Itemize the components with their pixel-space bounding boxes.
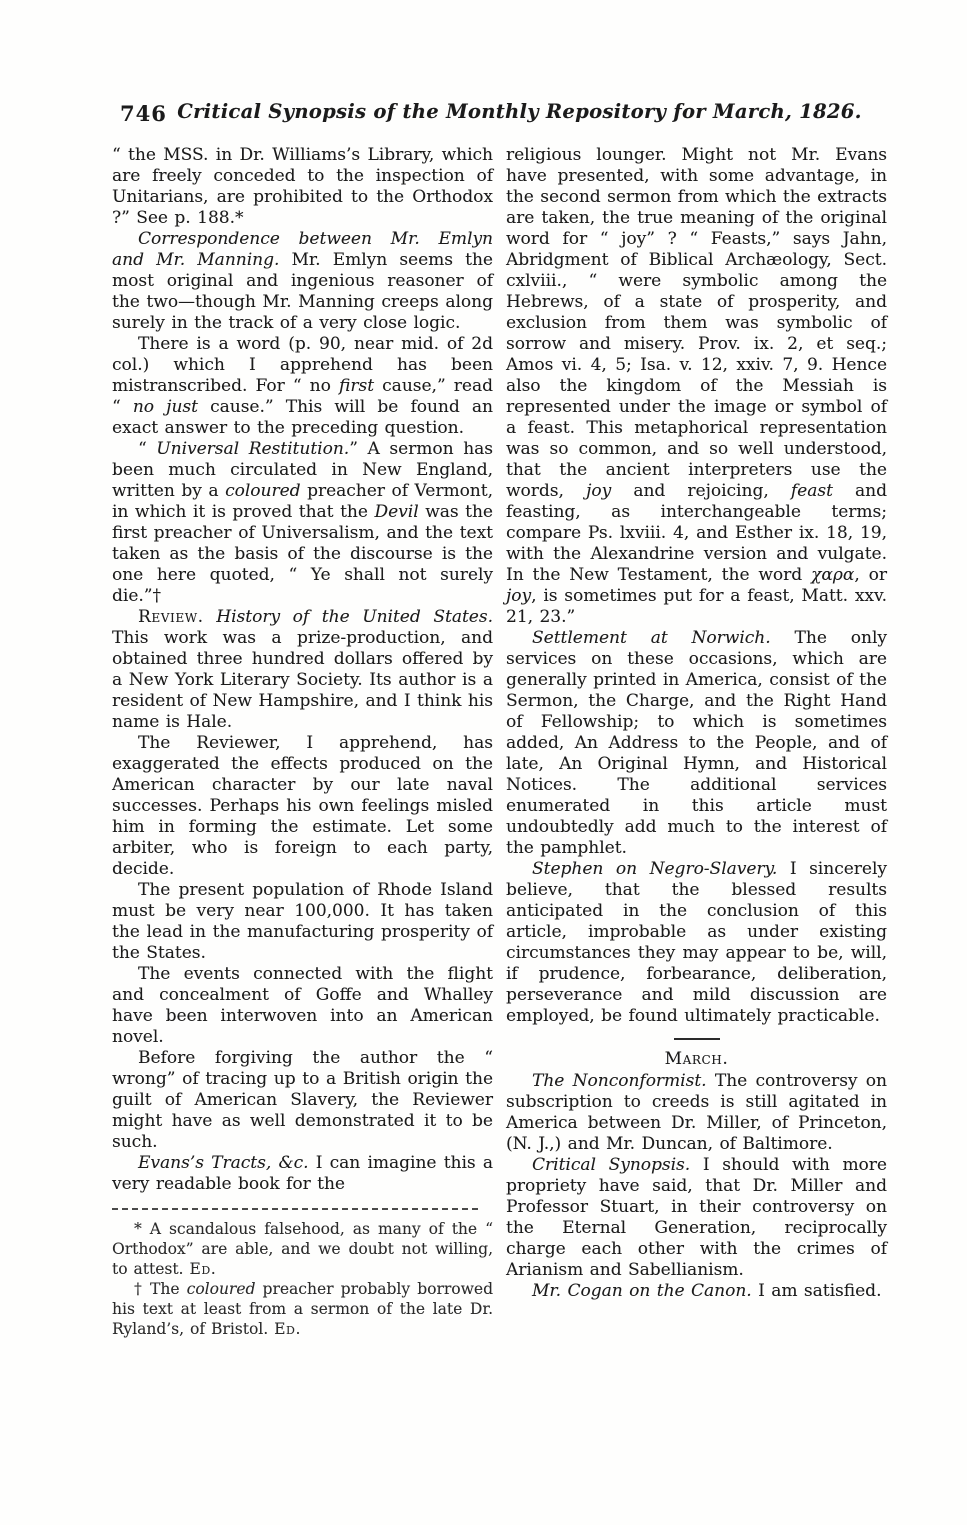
text-segment: preacher probably borrowed his text at least from a sermon of the late Dr. Ryland’s, of Bristol. [112,1280,493,1338]
text-segment: The Reviewer, I apprehend, has exaggerated the effects produced on the American character by our late naval successes. Perhaps his own feelings misled him in forming the estimate. Let some arbiter, who is foreign to each party, decide. [112,733,493,879]
text-segment: Critical Synopsis. [532,1155,691,1175]
text-segment: The present population of Rhode Island must be very near 100,000. It has taken the lead in the manufacturing prosperity of the States. [112,880,493,963]
text-segment: The Nonconformist. [532,1071,707,1091]
text-segment: joy [506,586,532,606]
text-segment: March. [664,1049,729,1069]
paragraph [112,229,493,334]
paragraph [112,964,493,1048]
text-segment: , or [854,565,887,585]
left-column-paragraphs [112,145,493,1195]
text-segment: I should with more propriety have said, that Dr. Miller and Professor Stuart, in their controversy on the Eternal Generation, reciprocally charge each other with the crimes of Arianism and Sabellianism. [506,1155,887,1280]
paragraph [112,1279,493,1339]
text-segment: and rejoicing, [611,481,791,501]
footnote-separator [112,1208,478,1210]
text-segment: Before forgiving the author the “ wrong” of tracing up to a British origin the guilt of American Slavery, the Reviewer might have as well demonstrated it to be such. [112,1048,493,1152]
text-segment: feast [790,481,833,501]
paragraph [112,880,493,964]
page-number: 746 [120,101,167,126]
text-segment: religious lounger. Might not Mr. Evans have presented, with some advantage, in the second sermon from which the extracts are taken, the true meaning of the original word for “ joy” ? “ Feasts,” says Jahn, Abridgment of Biblical Archæology, Sect. cxlviii., “ were symbolic among the Hebrews, of a state of prosperity, and exclusion from them was symbolic of sorrow and misery. Prov. ix. 2, et seq.; Amos vi. 4, 5; Isa. v. 12, xxiv. 7, 9. Hence also the kingdom of the Messiah is represented under the image or symbol of a feast. This metaphorical representation was so common, and so well understood, that the ancient interpreters use the words, [506,145,887,501]
footnotes [112,1208,493,1339]
paragraph [112,439,493,607]
paragraph [506,628,887,859]
text-segment: Review. [138,607,204,627]
two-column-body [112,145,887,1339]
text-segment: I sincerely believe, that the blessed results anticipated in the conclusion of this article, improbable as under existing circumstances they may appear to be, will, if prudence, forbearance, deliberation, perseverance and mild discussion are employed, be found ultimately practicable. [506,859,888,1026]
left-column [112,145,493,1339]
footnote-list [112,1219,493,1339]
text-segment: χαρα [811,565,855,585]
text-segment: Ed. [274,1320,302,1338]
text-segment: The events connected with the flight and concealment of Goffe and Whalley have been interwoven into an American novel. [112,964,493,1047]
text-segment: joy [586,481,612,501]
paragraph [112,1219,493,1279]
text-segment: The only services on these occasions, which are generally printed in America, consist of the Sermon, the Charge, and the Right Hand of Fellowship; to which is sometimes added, An Address to the People, and of late, An Original Hymn, and Historical Notices. The additional services enumerated in this article must undoubtedly add much to the interest of the pamphlet. [506,628,887,858]
text-segment: ” A sermon has been much circulated in New England, written by a [112,439,493,501]
text-segment: Evans’s Tracts, &c. [138,1153,309,1173]
text-segment: Devil [374,502,419,522]
text-segment: I can imagine this a very readable book for the [112,1153,493,1194]
text-segment: and feasting, as interchangeable terms; compare Ps. lxviii. 4, and Esther ix. 18, 19, with the Alexandrine version and vulgate. In the New Testament, the word [506,481,887,585]
text-segment: There is a word (p. 90, near mid. of 2d col.) which I apprehend has been mistranscribed. For “ no [112,334,493,396]
text-segment: coloured [186,1280,256,1298]
text-segment: Correspondence between Mr. Emlyn and Mr. Manning. [112,229,493,270]
section-rule [674,1038,720,1040]
text-segment: first [339,376,375,396]
right-column [506,145,887,1339]
text-segment: † The [134,1280,187,1298]
text-segment [204,607,217,627]
text-segment: I am satisfied. [751,1281,882,1301]
text-segment: no just [132,397,198,417]
paragraph [506,145,887,628]
section-heading [506,1049,887,1070]
text-segment: was the first preacher of Universalism, and the text taken as the basis of the discourse is the one here quoted, “ Ye shall not surely die.”† [112,502,493,606]
text-segment: cause.” This will be found an exact answer to the preceding question. [112,397,493,438]
paragraph [112,733,493,880]
text-segment: coloured [225,481,301,501]
paragraph [506,1281,887,1302]
paragraph [506,859,887,1027]
paragraph [112,607,493,733]
paragraph [506,1071,887,1155]
text-segment: Mr. Emlyn seems the most original and ingenious reasoner of the two—though Mr. Manning creeps along surely in the track of a very close logic. [112,250,493,333]
text-segment: cause,” read “ [112,376,493,417]
text-segment: Universal Restitution. [156,439,350,459]
page-header [112,100,887,130]
text-segment: “ [138,439,157,459]
text-segment: The controversy on subscription to creeds is still agitated in America between Dr. Miller, of Princeton, (N. J.,) and Mr. Duncan, of Baltimore. [506,1071,887,1154]
text-segment: * A scandalous falsehood, as many of the “ Orthodox” are able, and we doubt not willing, to attest. [112,1220,493,1278]
text-segment: Ed. [189,1260,217,1278]
paragraph [506,1155,887,1281]
text-segment: preacher of Vermont, in which it is proved that the [112,481,493,522]
paragraph [112,1048,493,1153]
right-column-paragraphs [506,145,887,1302]
text-segment: “ the MSS. in Dr. Williams’s Library, which are freely conceded to the inspection of Unitarians, are prohibited to the Orthodox ?” See p. 188.* [112,145,493,228]
text-segment: , is sometimes put for a feast, Matt. xxv. 21, 23.” [506,586,887,627]
running-title: Critical Synopsis of the Monthly Repository for March, 1826. [177,100,862,123]
paragraph [112,145,493,229]
text-segment: Settlement at Norwich. [532,628,771,648]
paragraph [112,334,493,439]
text-segment: History of the United States. [216,607,493,627]
text-segment: Mr. Cogan on the Canon. [532,1281,752,1301]
text-segment: This work was a prize-production, and obtained three hundred dollars offered by a New York Literary Society. Its author is a resident of New Hampshire, and I think his name is Hale. [112,628,493,732]
text-segment: Stephen on Negro-Slavery. [532,859,778,879]
paragraph [112,1153,493,1195]
